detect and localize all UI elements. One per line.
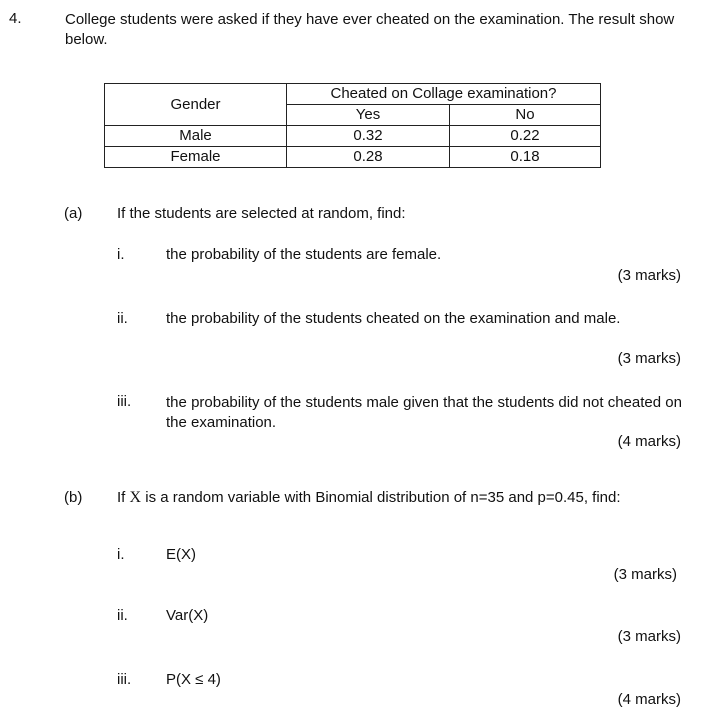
row-label: Male (105, 126, 287, 147)
table-row (105, 147, 601, 168)
cheating-table (104, 83, 601, 168)
part-a-item-marks: (3 marks) (617, 350, 681, 367)
question-intro: College students were asked if they have ever cheated on the examination. The result show below. (65, 11, 675, 48)
part-a-item-num: ii. (117, 310, 128, 327)
part-a-prompt: If the students are selected at random, find: (117, 205, 406, 222)
cell-yes: 0.28 (287, 147, 450, 168)
cell-yes: 0.32 (287, 126, 450, 147)
col-yes-header: Yes (287, 105, 450, 126)
table-row (105, 126, 601, 147)
part-a-label: (a) (64, 205, 83, 222)
part-b-item-num: iii. (117, 671, 132, 688)
cell-no: 0.18 (450, 147, 601, 168)
part-a-item-text: the probability of the students male given that the students did not cheated on the examination. (166, 394, 682, 431)
part-b-prompt-after: is a random variable with Binomial distribution of n=35 and p=0.45, find: (141, 489, 621, 506)
part-b-item-text: Var(X) (166, 607, 209, 624)
part-b-item-marks: (4 marks) (617, 691, 681, 708)
part-b-label: (b) (64, 489, 83, 506)
part-a-item-num: i. (117, 246, 125, 263)
col-no-header: No (450, 105, 601, 126)
part-a-item-text: the probability of the students are female. (166, 246, 442, 263)
part-b-prompt-var: X (129, 489, 142, 506)
part-a-item-marks: (4 marks) (617, 433, 681, 450)
part-a-item-marks: (3 marks) (617, 267, 681, 284)
part-a-item-num: iii. (117, 393, 132, 410)
part-b-item-num: i. (117, 546, 125, 563)
part-b-prompt (117, 489, 621, 507)
part-b-item-marks: (3 marks) (613, 566, 677, 583)
row-label: Female (105, 147, 287, 168)
question-number: 4. (9, 10, 22, 27)
part-b-item-text: P(X ≤ 4) (166, 671, 221, 688)
part-b-item-num: ii. (117, 607, 128, 624)
part-b-item-text: E(X) (166, 546, 196, 563)
part-a-item-text: the probability of the students cheated on the examination and male. (166, 310, 621, 327)
part-b-item-marks: (3 marks) (617, 628, 681, 645)
group-header: Cheated on Collage examination? (287, 84, 601, 105)
cell-no: 0.22 (450, 126, 601, 147)
part-b-prompt-before: If (117, 489, 130, 506)
gender-header: Gender (105, 84, 287, 126)
